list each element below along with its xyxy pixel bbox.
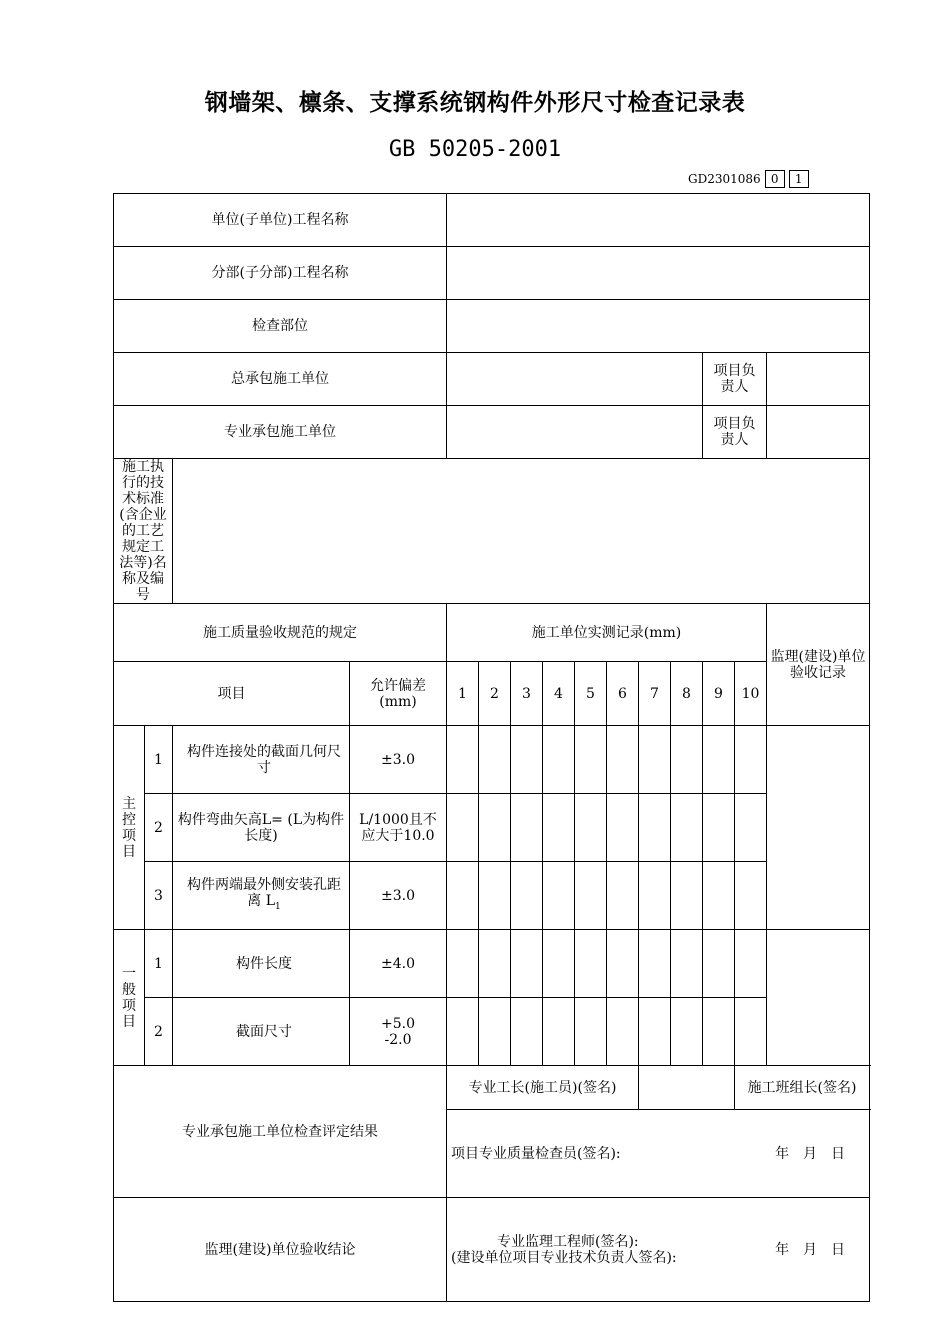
field-general-contractor[interactable] <box>447 353 703 406</box>
measure-cell[interactable] <box>671 794 703 862</box>
field-project-manager-2[interactable] <box>767 406 870 459</box>
main-items-group: 主 控 项 目 <box>114 726 145 930</box>
label-inspection-location: 检查部位 <box>114 300 447 353</box>
measure-cell[interactable] <box>543 862 575 930</box>
measure-cell[interactable] <box>543 794 575 862</box>
general-item-tolerance: +5.0 -2.0 <box>350 998 447 1066</box>
measure-cell[interactable] <box>671 930 703 998</box>
label-supervision-result: 监理(建设)单位验收结论 <box>114 1198 447 1302</box>
main-item-no: 1 <box>145 726 173 794</box>
header-measured: 施工单位实测记录(mm) <box>447 604 767 662</box>
measure-cell[interactable] <box>671 998 703 1066</box>
contractor-signature-area[interactable] <box>447 1110 870 1198</box>
measure-cell[interactable] <box>479 998 511 1066</box>
main-item-tolerance: L/1000且不应大于10.0 <box>350 794 447 862</box>
measure-cell[interactable] <box>511 726 543 794</box>
measure-cell[interactable] <box>735 862 767 930</box>
header-tolerance: 允许偏差(mm) <box>350 662 447 726</box>
form-code-box-1[interactable]: 0 <box>765 170 785 188</box>
measure-cell[interactable] <box>735 794 767 862</box>
field-foreman[interactable] <box>639 1066 735 1110</box>
measure-cell[interactable] <box>447 998 479 1066</box>
general-item-name: 构件长度 <box>173 930 350 998</box>
measure-cell[interactable] <box>479 726 511 794</box>
main-item-name: 构件弯曲矢高L= (L为构件长度) <box>173 794 350 862</box>
measure-cell[interactable] <box>543 998 575 1066</box>
measure-cell[interactable] <box>639 794 671 862</box>
page-title: 钢墙架、檩条、支撑系统钢构件外形尺寸检查记录表 <box>204 90 746 116</box>
measure-cell[interactable] <box>639 862 671 930</box>
field-specialty-contractor[interactable] <box>447 406 703 459</box>
measure-cell[interactable] <box>479 930 511 998</box>
measure-cell[interactable] <box>607 726 639 794</box>
measure-cell[interactable] <box>703 794 735 862</box>
main-item-name: 构件两端最外侧安装孔距离 $L_1$ <box>173 862 350 930</box>
header-num-7: 7 <box>639 662 671 726</box>
general-item-name: 截面尺寸 <box>173 998 350 1066</box>
measure-cell[interactable] <box>671 862 703 930</box>
measure-cell[interactable] <box>447 862 479 930</box>
label-contractor-result: 专业承包施工单位检查评定结果 <box>114 1066 447 1198</box>
measure-cell[interactable] <box>543 726 575 794</box>
label-project-manager-1: 项目负责人 <box>703 353 767 406</box>
measure-cell[interactable] <box>447 794 479 862</box>
field-sub-project[interactable] <box>447 247 870 300</box>
form-code-box-2[interactable]: 1 <box>789 170 809 188</box>
quality-inspector-label: 项目专业质量检查员(签名): <box>451 1145 621 1162</box>
header-supervision: 监理(建设)单位验收记录 <box>767 604 870 726</box>
label-team-leader: 施工班组长(签名) <box>735 1066 870 1110</box>
measure-cell[interactable] <box>479 794 511 862</box>
measure-cell[interactable] <box>639 930 671 998</box>
supervision-engineer-label: 专业监理工程师(签名): <box>497 1233 639 1250</box>
main-item-tolerance: ±3.0 <box>350 862 447 930</box>
header-spec: 施工质量验收规范的规定 <box>114 604 447 662</box>
date-1: 年 月 日 <box>775 1145 846 1162</box>
owner-tech-label: (建设单位项目专业技术负责人签名): <box>451 1249 677 1266</box>
main-item-no: 3 <box>145 862 173 930</box>
measure-cell[interactable] <box>671 726 703 794</box>
measure-cell[interactable] <box>703 726 735 794</box>
supervision-general-cell[interactable] <box>767 930 870 1066</box>
measure-cell[interactable] <box>575 726 607 794</box>
supervision-main-cell[interactable] <box>767 726 870 930</box>
measure-cell[interactable] <box>447 930 479 998</box>
label-unit-project: 单位(子单位)工程名称 <box>114 194 447 247</box>
label-standard-name: 施工执行的技术标准(含企业的工艺规定工法等)名称及编号 <box>114 459 173 604</box>
label-foreman: 专业工长(施工员)(签名) <box>447 1066 639 1110</box>
measure-cell[interactable] <box>735 998 767 1066</box>
measure-cell[interactable] <box>543 930 575 998</box>
measure-cell[interactable] <box>575 862 607 930</box>
supervision-signature-area[interactable] <box>447 1198 870 1302</box>
field-project-manager-1[interactable] <box>767 353 870 406</box>
measure-cell[interactable] <box>511 930 543 998</box>
header-num-2: 2 <box>479 662 511 726</box>
header-num-1: 1 <box>447 662 479 726</box>
measure-cell[interactable] <box>607 862 639 930</box>
measure-cell[interactable] <box>575 998 607 1066</box>
measure-cell[interactable] <box>575 794 607 862</box>
label-specialty-contractor: 专业承包施工单位 <box>114 406 447 459</box>
main-item-name: 构件连接处的截面几何尺寸 <box>173 726 350 794</box>
general-item-tolerance: ±4.0 <box>350 930 447 998</box>
standard-code: GB 50205-2001 <box>388 137 562 162</box>
field-inspection-location[interactable] <box>447 300 870 353</box>
measure-cell[interactable] <box>447 726 479 794</box>
measure-cell[interactable] <box>735 930 767 998</box>
measure-cell[interactable] <box>639 726 671 794</box>
measure-cell[interactable] <box>607 998 639 1066</box>
measure-cell[interactable] <box>639 998 671 1066</box>
measure-cell[interactable] <box>511 998 543 1066</box>
general-item-no: 1 <box>145 930 173 998</box>
measure-cell[interactable] <box>703 998 735 1066</box>
measure-cell[interactable] <box>607 930 639 998</box>
form-code <box>688 170 809 188</box>
main-item-tolerance: ±3.0 <box>350 726 447 794</box>
header-num-10: 10 <box>735 662 767 726</box>
header-num-9: 9 <box>703 662 735 726</box>
label-project-manager-2: 项目负责人 <box>703 406 767 459</box>
header-num-4: 4 <box>543 662 575 726</box>
header-item: 项目 <box>114 662 350 726</box>
form-code-prefix: GD2301086 <box>688 172 761 186</box>
field-unit-project[interactable] <box>447 194 870 247</box>
header-num-3: 3 <box>511 662 543 726</box>
inspection-form <box>113 193 870 1302</box>
label-sub-project: 分部(子分部)工程名称 <box>114 247 447 300</box>
header-num-6: 6 <box>607 662 639 726</box>
measure-cell[interactable] <box>479 862 511 930</box>
label-general-contractor: 总承包施工单位 <box>114 353 447 406</box>
measure-cell[interactable] <box>703 862 735 930</box>
field-standard-name[interactable] <box>173 459 870 604</box>
header-num-5: 5 <box>575 662 607 726</box>
measure-cell[interactable] <box>511 862 543 930</box>
measure-cell[interactable] <box>607 794 639 862</box>
supervision-signers <box>451 1234 677 1266</box>
measure-cell[interactable] <box>703 930 735 998</box>
measure-cell[interactable] <box>735 726 767 794</box>
measure-cell[interactable] <box>575 930 607 998</box>
date-2: 年 月 日 <box>775 1241 846 1258</box>
measure-cell[interactable] <box>511 794 543 862</box>
general-items-group: 一 般 项 目 <box>114 930 145 1066</box>
general-item-no: 2 <box>145 998 173 1066</box>
header-num-8: 8 <box>671 662 703 726</box>
main-item-no: 2 <box>145 794 173 862</box>
